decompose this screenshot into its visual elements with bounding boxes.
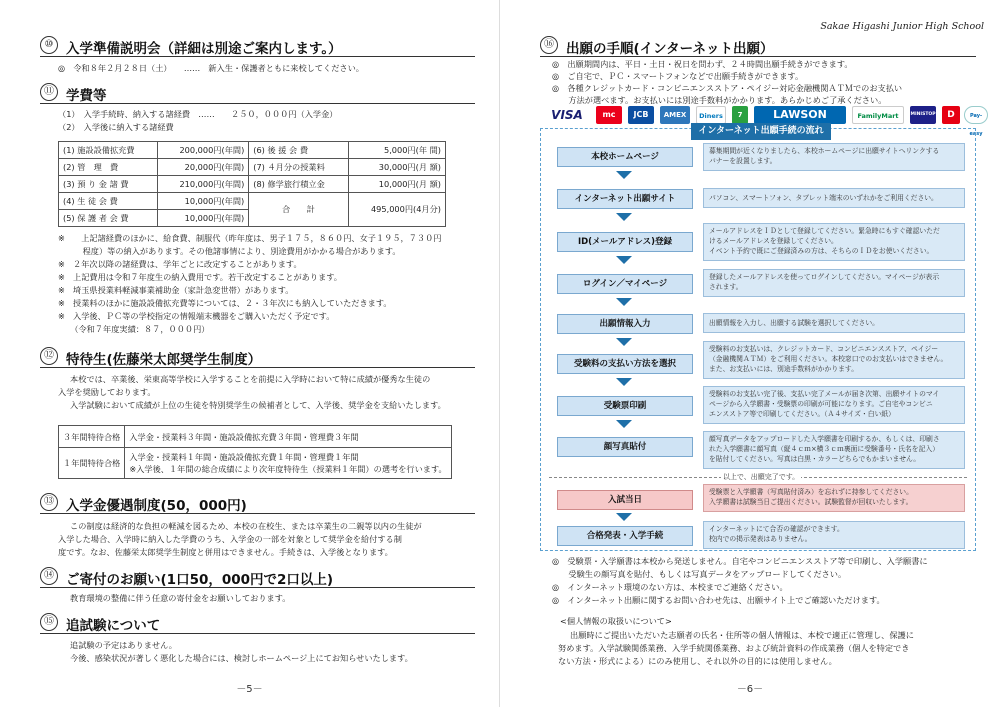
privacy-text: 出願時にご提出いただいた志願者の氏名・住所等の個人情報は、本校で適正に管理し、保護に xyxy=(570,630,914,640)
scholarship-detail: 入学金・授業料３年間・施設設備拡充費３年間・管理費３年間 xyxy=(125,426,451,448)
flow-step-desc xyxy=(703,313,965,333)
fee-label: (3) 預 り 金 諸 費 xyxy=(59,176,158,193)
flow-complete-label: 以上で、出願完了です。 xyxy=(722,473,800,481)
amex-logo: AMEX xyxy=(660,106,690,124)
desc-line: 出願情報を入力し、出願する試験を選択してください。 xyxy=(709,319,879,327)
donation-text: 教育環境の整備に伴う任意の寄付金をお願いしております。 xyxy=(70,593,291,603)
jcb-logo: JCB xyxy=(628,106,654,124)
desc-line: イベント予約で既にご登録済みの方は、そちらのＩＤをお使いください。 xyxy=(709,247,934,255)
section-title: 入学金優遇制度(50，000円) xyxy=(66,498,247,514)
scholarship-detail xyxy=(125,448,451,479)
desc-line: けるメールアドレスを登録してください。 xyxy=(709,237,838,245)
page-number: －5－ xyxy=(236,684,263,695)
mastercard-logo: mc xyxy=(596,106,622,124)
section-title: 追試験について xyxy=(66,618,161,634)
table-row xyxy=(59,193,446,210)
fee-label: (1) 施設設備拡充費 xyxy=(59,142,158,159)
fee-note: ※ 上記諸経費のほかに、給食費、制服代（昨年度は、男子１７５，８６０円、女子１９５，７３０円 xyxy=(58,233,442,243)
flow-step-desc xyxy=(703,521,965,549)
down-arrow-icon xyxy=(616,338,632,346)
desc-line: 顔写真データをアップロードした入学願書を印刷するか、もしくは、印刷さ xyxy=(709,435,940,443)
flow-step-homepage: 本校ホームページ xyxy=(557,147,693,167)
section-11-header xyxy=(40,82,475,104)
fee-label: (2) 管 理 費 xyxy=(59,159,158,176)
fee-label: (4) 生 徒 会 費 xyxy=(59,193,158,210)
section-12-header xyxy=(40,346,475,368)
briefing-date: ◎ 令和８年２月２８日（土） …… 新入生・保護者ともに来校してください。 xyxy=(58,63,364,73)
down-arrow-icon xyxy=(616,378,632,386)
flow-step-desc xyxy=(703,188,965,208)
table-row xyxy=(59,448,452,479)
privacy-text: ない方法・形式による）にのみ使用し、それ以外の目的には使用しません。 xyxy=(558,656,837,666)
flow-step-desc xyxy=(703,269,965,297)
desc-line: エンスストア等で印刷してください。（Ａ４サイズ・白い紙） xyxy=(709,410,895,418)
discount-text: この制度は経済的な負担の軽減を図るため、本校の在校生、または卒業生の二親等以内の生徒が xyxy=(70,521,422,531)
section-13-header xyxy=(40,492,475,514)
fee-note: ※ 入学後、ＰＣ等の学校指定の情報端末機器をご購入いただく予定です。 xyxy=(58,311,335,321)
ministop-logo: MINISTOP xyxy=(910,106,936,124)
desc-line: また、お支払いには、別途手数料がかかります。 xyxy=(709,365,858,373)
flow-step-desc xyxy=(703,143,965,171)
section-title: 入学準備説明会（詳細は別途ご案内します。） xyxy=(66,41,342,57)
section-14-header xyxy=(40,566,475,588)
privacy-heading: <個人情報の取扱いについて> xyxy=(560,616,672,626)
desc-line: 受験料のお支払い完了後、支払い完了メールが届き次第、出願サイトのマイ xyxy=(709,390,940,398)
desc-line: 受験料のお支払いは、クレジットカード、コンビニエンスストア、ペイジー xyxy=(709,345,939,353)
school-header: Sakae Higashi Junior High School xyxy=(820,21,984,32)
down-arrow-icon xyxy=(616,420,632,428)
total-value: 495,000円(4月分) xyxy=(348,193,445,227)
retest-text: 今後、感染状況が著しく悪化した場合には、検討しホームページ上にてお知らせいたします。 xyxy=(70,653,413,663)
down-arrow-icon xyxy=(616,513,632,521)
scholarship-text: 入学試験において成績が上位の生徒を特別奨学生の候補者として、入学後、奨学金を支給いたします。 xyxy=(70,400,446,410)
flow-step-desc xyxy=(703,223,965,261)
section-title: ご寄付のお願い(1口50，000円で2口以上) xyxy=(66,572,334,588)
scholarship-detail-note: ※入学後、１年間の総合成績により次年度特待生（授業料１年間）の選考を行います。 xyxy=(129,464,447,474)
section-number: ⑮ xyxy=(40,613,58,631)
section-number: ⑭ xyxy=(40,567,58,585)
section-number: ⑩ xyxy=(40,36,58,54)
down-arrow-icon xyxy=(616,213,632,221)
scholarship-text: 入学を奨励しております。 xyxy=(58,387,156,397)
fee-value: 10,000円(年間) xyxy=(158,193,249,210)
desc-line: れた入学願書に顔写真（縦４ｃｍ×横３ｃｍ裏面に受験番号・氏名を記入） xyxy=(709,445,939,453)
fee-label: (6) 後 援 会 費 xyxy=(249,142,348,159)
post-note: 受験生の顔写真を貼付、もしくは写真データをアップロードしてください。 xyxy=(552,569,847,579)
desc-line: 受験票と入学願書（写真貼付済み）を忘れずに持参してください。 xyxy=(709,488,913,496)
flow-step-desc xyxy=(703,341,965,379)
section-10-header xyxy=(40,35,475,57)
flowchart-title: インターネット出願手続の流れ xyxy=(691,123,831,140)
dailyyamazaki-logo: D xyxy=(942,106,960,124)
section-title: 学費等 xyxy=(66,88,107,104)
section-number: ⑯ xyxy=(540,36,558,54)
table-row xyxy=(59,142,446,159)
flow-step-print-ticket: 受験票印刷 xyxy=(557,396,693,416)
post-note: ◎ 受験票・入学願書は本校から発送しません。自宅やコンビニエンスストア等で印刷し、入学願書に xyxy=(552,556,928,566)
desc-line: を貼付してください。写真は白黒・カラーどちらでもかまいません。 xyxy=(709,455,921,463)
fee-label: (8) 修学旅行積立金 xyxy=(249,176,348,193)
desc-line: インターネットにて合否の確認ができます。 xyxy=(709,525,844,533)
flow-step-payment: 受験料の支払い方法を選択 xyxy=(557,354,693,374)
privacy-text: 努めます。入学試験関係業務、入学手続関係業務、および統計資料の作成業務（個人を特定でき xyxy=(558,643,910,653)
fee-line-1: （1） 入学手続時、納入する諸経費 …… ２５０，０００円（入学金） xyxy=(58,109,338,119)
fee-note: ※ 授業料のほかに施設設備拡充費等については、２・３年次にも納入していただきます。 xyxy=(58,298,392,308)
fee-value: 10,000円(年間) xyxy=(158,210,249,227)
section-title: 出願の手順(インターネット出願） xyxy=(566,41,774,57)
down-arrow-icon xyxy=(616,171,632,179)
discount-text: 入学した場合、入学時に納入した学費のうち、入学金の一部を対象として奨学金を給付する制 xyxy=(58,534,402,544)
application-note: ◎ 出願期間内は、平日・土日・祝日を問わず、２４時間出願手続きができます。 xyxy=(552,59,853,69)
payeasy-logo: Pay-easy xyxy=(964,106,988,124)
section-number: ⑫ xyxy=(40,347,58,365)
desc-line: されます。 xyxy=(709,283,743,291)
flow-step-exam-day: 入試当日 xyxy=(557,490,693,510)
fee-line-2: （2） 入学後に納入する諸経費 xyxy=(58,122,174,132)
flow-step-login: ログイン／マイページ xyxy=(557,274,693,294)
fee-value: 5,000円(年 間) xyxy=(348,142,445,159)
flow-step-photo: 顔写真貼付 xyxy=(557,437,693,457)
flow-step-application-site: インターネット出願サイト xyxy=(557,189,693,209)
fee-value: 210,000円(年間) xyxy=(158,176,249,193)
scholarship-table xyxy=(58,425,452,479)
desc-line: 募集期間が近くなりましたら、本校ホームページに出願サイトへリンクする xyxy=(709,147,940,155)
post-note: ◎ インターネット環境のない方は、本校までご連絡ください。 xyxy=(552,582,788,592)
scholarship-detail-line: 入学金・授業料１年間・施設設備拡充費１年間・管理費１年間 xyxy=(129,452,359,462)
section-number: ⑬ xyxy=(40,493,58,511)
fee-note: ※ 上記費用は令和７年度生の納入費用です。若干改定することがあります。 xyxy=(58,272,342,282)
desc-line: （金融機関ＡＴＭ）をご利用ください。本校窓口でのお支払いはできません。 xyxy=(709,355,948,363)
page-number: －6－ xyxy=(736,684,764,695)
section-16-header xyxy=(540,35,976,57)
desc-line: 入学願書は試験当日ご提出ください。試験監督が回収いたします。 xyxy=(709,498,913,506)
fee-note: ※ 埼玉県授業料軽減事業補助金（家計急変世帯）があります。 xyxy=(58,285,294,295)
desc-line: メールアドレスをＩＤとして登録してください。緊急時にもすぐ確認いただ xyxy=(709,227,940,235)
fee-label: (7) ４月分の授業料 xyxy=(249,159,348,176)
flow-step-desc xyxy=(703,386,965,424)
right-page xyxy=(500,0,1000,707)
lawson-logo: LAWSON xyxy=(754,106,846,124)
fee-note: （令和７年度実績：８７，０００円） xyxy=(58,324,210,334)
section-number: ⑪ xyxy=(40,83,58,101)
fee-value: 30,000円(月 額) xyxy=(348,159,445,176)
post-note: ◎ インターネット出願に関するお問い合わせ先は、出願サイト上でご確認いただけます。 xyxy=(552,595,885,605)
flow-step-desc xyxy=(703,431,965,469)
table-row xyxy=(59,426,452,448)
retest-text: 追試験の予定はありません。 xyxy=(70,640,177,650)
visa-logo: VISA xyxy=(544,106,590,124)
familymart-logo: FamilyMart xyxy=(852,106,904,124)
scholarship-type: １年間特待合格 xyxy=(59,448,125,479)
fee-value: 10,000円(月 額) xyxy=(348,176,445,193)
application-note: ◎ ご自宅で、ＰＣ・スマートフォンなどで出願手続きができます。 xyxy=(552,71,804,81)
flow-step-desc xyxy=(703,484,965,512)
scholarship-text: 本校では、卒業後、栄東高等学校に入学することを前提に入学時において特に成績が優秀な生徒の xyxy=(70,374,431,384)
table-row xyxy=(59,159,446,176)
desc-line: 登録したメールアドレスを使ってログインしてください。マイページが表示 xyxy=(709,273,940,281)
application-flowchart xyxy=(540,128,976,551)
down-arrow-icon xyxy=(616,298,632,306)
fee-label: (5) 保 護 者 会 費 xyxy=(59,210,158,227)
application-note: 方法が選べます。お支払いには別途手数料がかかります。あらかじめご了承ください。 xyxy=(552,95,887,105)
section-title: 特待生(佐藤栄太郎奨学生制度） xyxy=(66,352,262,368)
down-arrow-icon xyxy=(616,256,632,264)
seven-logo: 7 xyxy=(732,106,748,124)
fee-value: 200,000円(年間) xyxy=(158,142,249,159)
application-note: ◎ 各種クレジットカード・コンビニエンスストア・ペイジー対応金融機関ＡＴＭでのお支払い xyxy=(552,83,903,93)
scholarship-type: ３年間特待合格 xyxy=(59,426,125,448)
table-row xyxy=(59,176,446,193)
flow-step-info-input: 出願情報入力 xyxy=(557,314,693,334)
fee-note: 程度）等の納入があります。その他諸事情により、別途費用がかかる場合があります。 xyxy=(58,246,401,256)
discount-text: 度です。なお、佐藤栄太郎奨学生制度と併用はできません。手続きは、入学後となります。 xyxy=(58,547,393,557)
flow-step-results: 合格発表・入学手続 xyxy=(557,526,693,546)
fee-value: 20,000円(年間) xyxy=(158,159,249,176)
desc-line: 校内での掲示発表はありません。 xyxy=(709,535,812,543)
flow-step-id-registration: ID(メールアドレス)登録 xyxy=(557,232,693,252)
fee-note: ※ ２年次以降の諸経費は、学年ごとに改定することがあります。 xyxy=(58,259,302,269)
desc-line: バナーを設置します。 xyxy=(709,157,777,165)
total-label: 合 計 xyxy=(249,193,348,227)
desc-line: ページから入学願書・受験票の印刷が可能になります。ご自宅やコンビニ xyxy=(709,400,933,408)
section-15-header xyxy=(40,612,475,634)
fee-table xyxy=(58,141,446,227)
desc-line: パソコン、スマートフォン、タブレット端末のいずれかをご利用ください。 xyxy=(709,194,938,202)
diners-logo: Diners xyxy=(696,106,726,124)
